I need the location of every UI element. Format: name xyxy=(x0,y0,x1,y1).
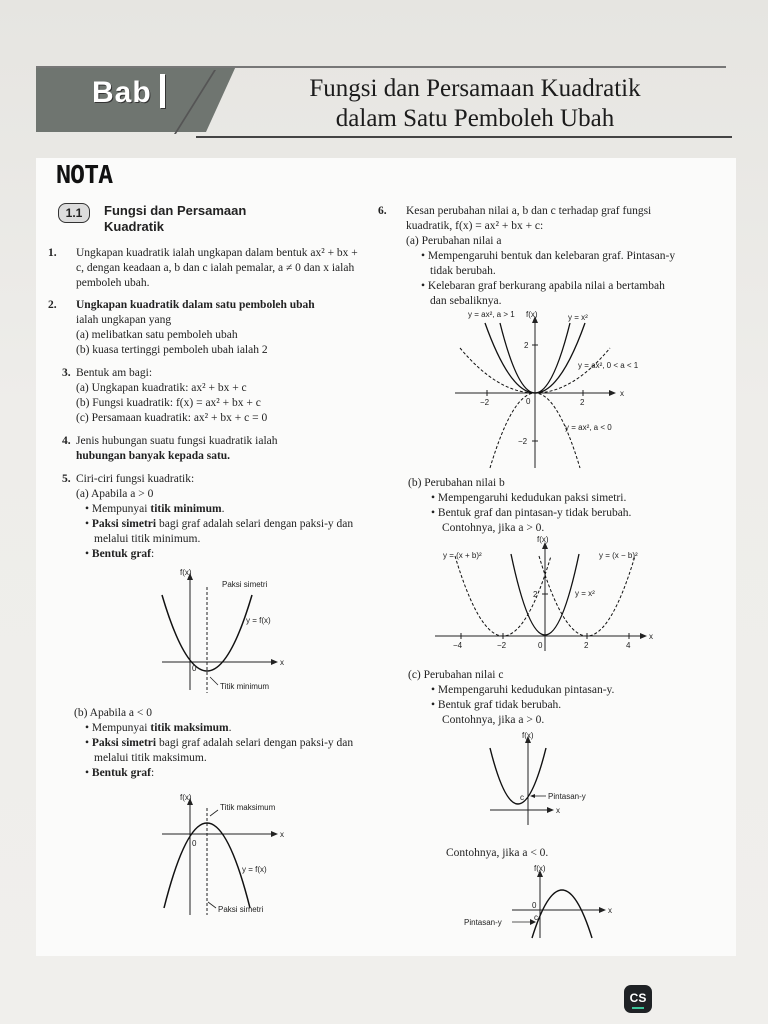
cneg-zero: 0 xyxy=(532,901,537,910)
item-6b: (b) Perubahan nilai b • Mempengaruhi kedudukan paksi simetri. • Bentuk graf dan pintasan-y tidak berubah. Contohnya, jika a > 0. xyxy=(408,477,632,534)
item-1: 1. Ungkapan kuadratik ialah ungkapan dalam bentuk ax² + bx + c, dengan keadaan a, b dan c ialah pemalar, a ≠ 0 dan x ialah pemboleh ubah. xyxy=(48,247,358,289)
cpos-x: x xyxy=(556,806,560,815)
graph-max-axis-label: Paksi simetri xyxy=(218,905,264,914)
graph-max-curve-label: y = f(x) xyxy=(242,865,267,874)
graph-change-b xyxy=(425,536,660,661)
max-pointer xyxy=(210,810,218,816)
b-tx-0: 0 xyxy=(538,641,543,650)
b-tx-2: 2 xyxy=(584,641,589,650)
cpos-pointer-head xyxy=(530,794,535,798)
a-lbl-small: y = ax², 0 < a < 1 xyxy=(578,361,639,370)
item-6c-neg: Contohnya, jika a < 0. xyxy=(446,847,549,859)
nota-heading: NOTA xyxy=(56,160,113,189)
a-lbl-big: y = ax², a > 1 xyxy=(468,310,515,319)
a-x: x xyxy=(620,389,624,398)
graph-min-axis-label: Paksi simetri xyxy=(222,580,268,589)
a-t-m2: −2 xyxy=(518,437,528,446)
title-line-2: dalam Satu Pemboleh Ubah xyxy=(335,105,615,132)
graph-c-negative xyxy=(462,862,622,942)
a-t-2: 2 xyxy=(524,341,529,350)
item-6: 6. Kesan perubahan nilai a, b dan c terhadap graf fungsi kuadratik, f(x) = ax² + bx + c: (a) Perubahan nilai a • Mempengaruhi bentuk dan kelebaran graf. Pintasan-y tidak berubah. • Kelebaran graf berkurang apabila nilai a bertambah dan sebaliknya. xyxy=(378,205,676,307)
section-title: Fungsi dan Persamaan Kuadratik xyxy=(104,203,247,234)
graph-max-origin: 0 xyxy=(192,839,197,848)
graph-min-origin: 0 xyxy=(192,664,197,673)
x-axis-arrow xyxy=(271,831,278,837)
x-axis-arrow xyxy=(609,390,616,396)
graph-min-fx: f(x) xyxy=(180,568,192,577)
cpos-c: c xyxy=(520,793,524,802)
cneg-c: c xyxy=(534,913,538,922)
x-axis-arrow xyxy=(547,807,554,813)
graph-minimum xyxy=(150,565,300,695)
header-top-rule xyxy=(36,66,726,68)
cpos-fx: f(x) xyxy=(522,731,534,740)
x-axis-arrow xyxy=(271,659,278,665)
item-6c: (c) Perubahan nilai c • Mempengaruhi kedudukan pintasan-y. • Bentuk graf tidak berubah. Contohnya, jika a > 0. xyxy=(408,669,615,726)
b-tx-m2: −2 xyxy=(497,641,507,650)
item-5a: 5. Ciri-ciri fungsi kuadratik: (a) Apabila a > 0 • Mempunyai titik minimum. • Paksi simetri bagi graf adalah selari dengan paksi-y dan melalui titik minimum. • Bentuk graf: xyxy=(62,473,354,560)
x-axis-arrow xyxy=(599,907,606,913)
graph-max-point-label: Titik maksimum xyxy=(220,803,276,812)
graph-max-x: x xyxy=(280,830,284,839)
min-pointer xyxy=(210,677,218,685)
cpos-label: Pintasan-y xyxy=(548,792,586,801)
a-t-0: 0 xyxy=(526,397,531,406)
camscanner-logo: CS xyxy=(624,985,652,1013)
a-tx-m2: −2 xyxy=(480,398,490,407)
axis-pointer xyxy=(208,902,216,908)
chapter-title xyxy=(240,74,710,134)
item-4: 4. Jenis hubungan suatu fungsi kuadratik ialah hubungan banyak kepada satu. xyxy=(62,435,278,462)
b-lbl-left: y = (x + b)² xyxy=(443,551,482,560)
a-lbl-neg: y = ax², a < 0 xyxy=(565,423,612,432)
a-lbl-ref: y = x² xyxy=(568,313,588,322)
item-5b: (b) Apabila a < 0 • Mempunyai titik maksimum. • Paksi simetri bagi graf adalah selari dengan paksi-y dan melalui titik maksimum. • Bentuk graf: xyxy=(74,707,354,779)
b-tx-m4: −4 xyxy=(453,641,463,650)
graph-c-positive xyxy=(470,730,630,835)
graph-min-point-label: Titik minimum xyxy=(220,682,270,691)
item-3: 3. Bentuk am bagi: (a) Ungkapan kuadratik: ax² + bx + c (b) Fungsi kuadratik: f(x) = ax² + bx + c (c) Persamaan kuadratik: ax² + bx + c = 0 xyxy=(62,367,268,424)
b-fx: f(x) xyxy=(537,536,549,544)
b-tx-4: 4 xyxy=(626,641,631,650)
a-fx: f(x) xyxy=(526,310,538,319)
parabola-c-neg xyxy=(532,890,592,938)
title-line-1: Fungsi dan Persamaan Kuadratik xyxy=(309,75,641,102)
b-t-2: 2 xyxy=(533,590,538,599)
item-2: 2. Ungkapan kuadratik dalam satu pemboleh ubah ialah ungkapan yang (a) melibatkan satu pemboleh ubah (b) kuasa tertinggi pemboleh ubah ialah 2 xyxy=(48,299,315,356)
b-lbl-ref: y = x² xyxy=(575,589,595,598)
graph-min-x: x xyxy=(280,658,284,667)
header-bottom-rule xyxy=(196,136,732,138)
b-lbl-right: y = (x − b)² xyxy=(599,551,638,560)
cneg-label: Pintasan-y xyxy=(464,918,502,927)
a-tx-2: 2 xyxy=(580,398,585,407)
graph-max-fx: f(x) xyxy=(180,793,192,802)
parabola-c-pos xyxy=(490,748,546,804)
x-axis-arrow xyxy=(640,633,647,639)
graph-min-curve-label: y = f(x) xyxy=(246,616,271,625)
graph-change-a xyxy=(440,308,660,473)
section-number: 1.1 xyxy=(58,203,90,223)
graph-maximum xyxy=(150,790,300,920)
chapter-label: Bab xyxy=(92,74,165,110)
cneg-fx: f(x) xyxy=(534,864,546,873)
chapter-bar xyxy=(160,74,165,108)
b-x: x xyxy=(649,632,653,641)
cneg-x: x xyxy=(608,906,612,915)
